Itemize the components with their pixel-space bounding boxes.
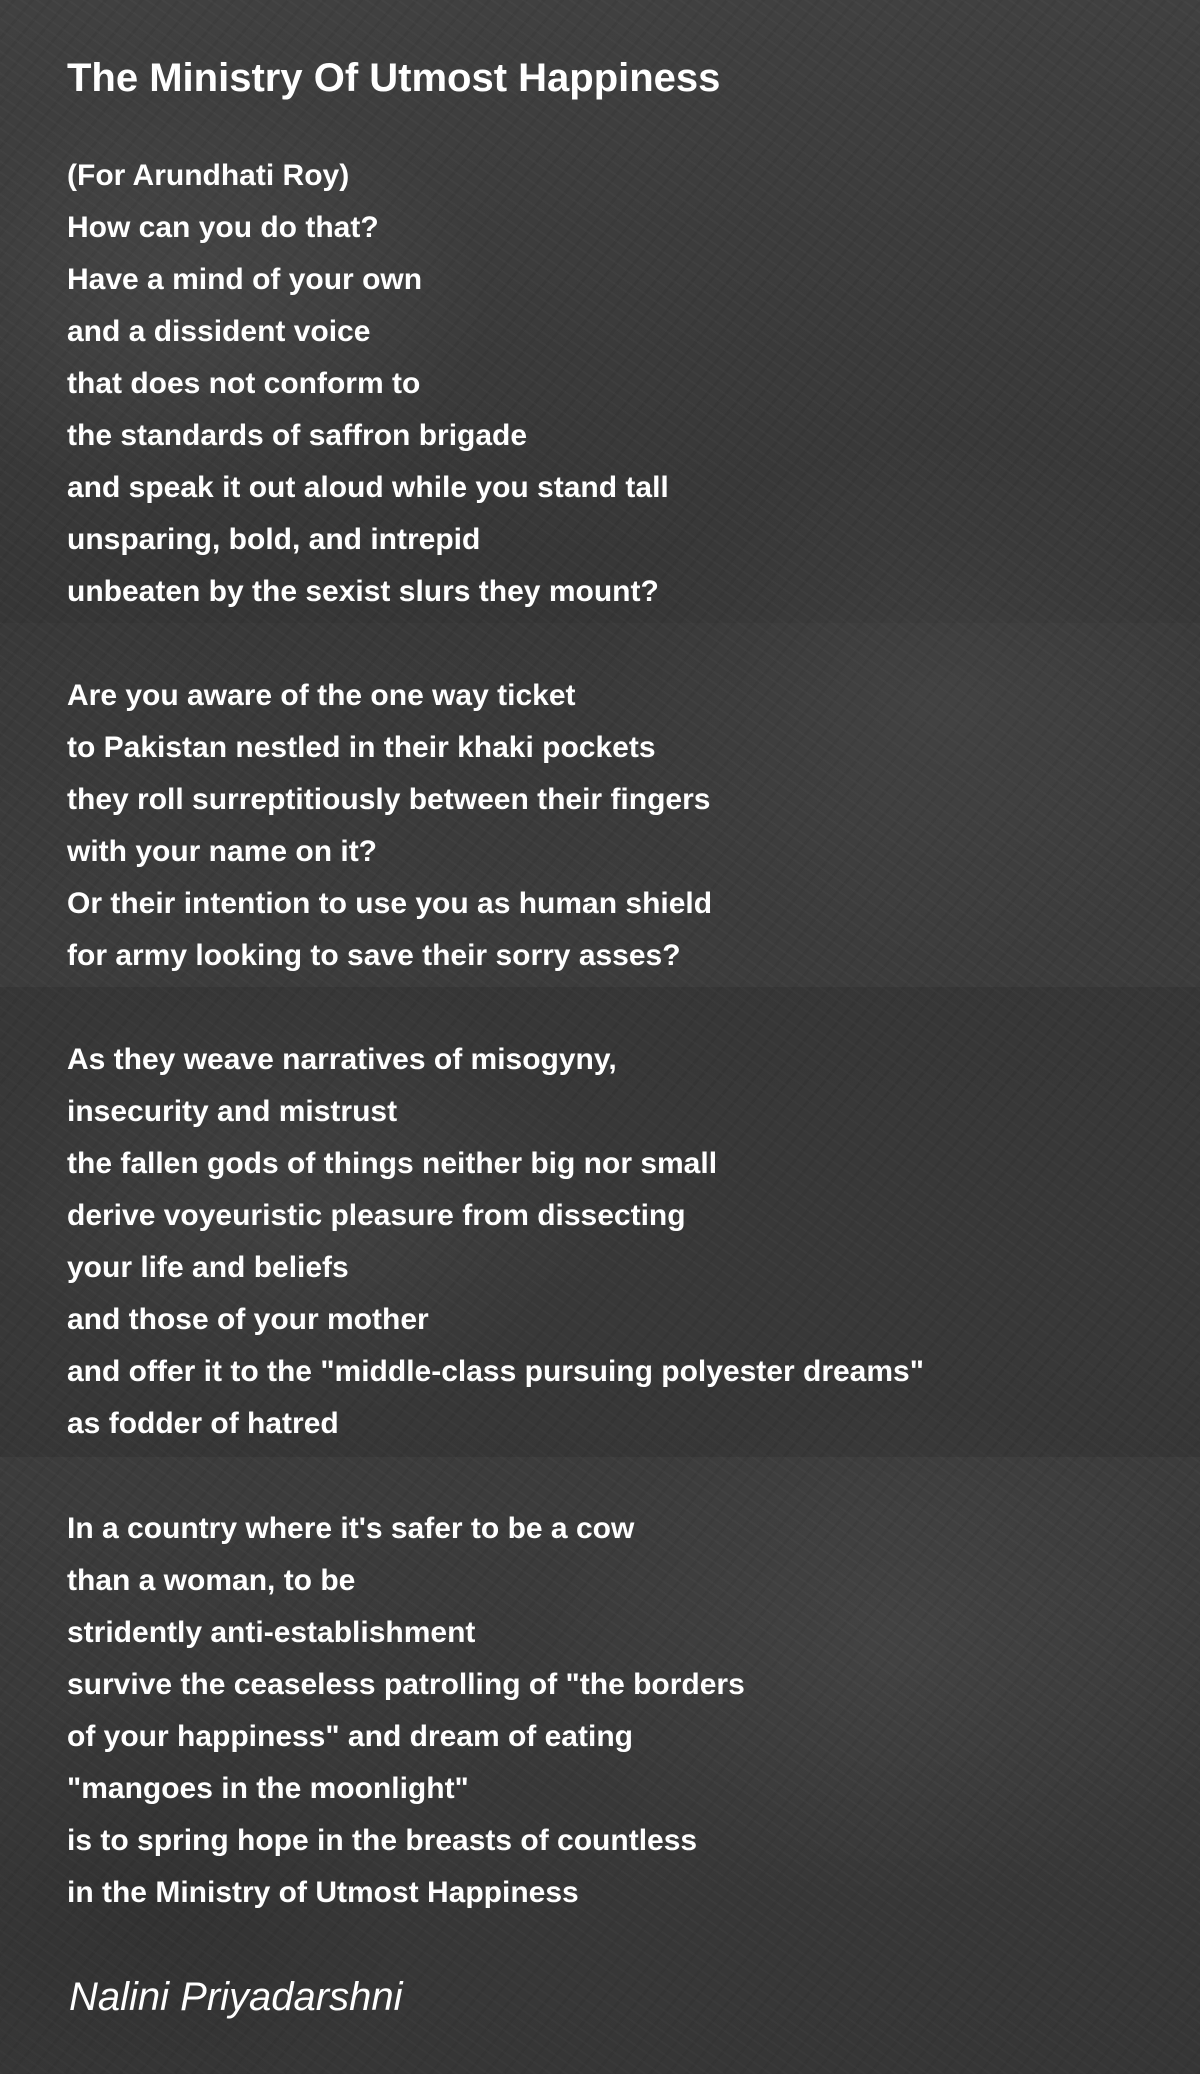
poem-author: Nalini Priyadarshni xyxy=(69,1975,403,2019)
poem-line: (For Arundhati Roy) xyxy=(67,159,350,192)
poem-line: and those of your mother xyxy=(67,1303,429,1336)
poem-line: unbeaten by the sexist slurs they mount? xyxy=(67,575,659,608)
poem-line: to Pakistan nestled in their khaki pockets xyxy=(67,731,656,764)
poem-line: of your happiness" and dream of eating xyxy=(67,1720,633,1753)
poem-line: survive the ceaseless patrolling of "the borders xyxy=(67,1668,745,1701)
poem-line: In a country where it's safer to be a cow xyxy=(67,1512,635,1545)
poem-line: they roll surreptitiously between their fingers xyxy=(67,783,711,816)
stanza-2 xyxy=(67,670,712,982)
poem-line: as fodder of hatred xyxy=(67,1407,339,1440)
poem-line: in the Ministry of Utmost Happiness xyxy=(67,1876,579,1909)
poem-line: stridently anti-establishment xyxy=(67,1616,476,1649)
poem-title: The Ministry Of Utmost Happiness xyxy=(67,56,721,100)
poem-line: your life and beliefs xyxy=(67,1251,349,1284)
stanza-1 xyxy=(67,150,669,618)
poem-line: for army looking to save their sorry asses? xyxy=(67,939,681,972)
stanza-3 xyxy=(67,1034,924,1450)
poem-line: Have a mind of your own xyxy=(67,263,423,296)
poem-line: unsparing, bold, and intrepid xyxy=(67,523,481,556)
poem-line: with your name on it? xyxy=(67,835,378,868)
poem-line: is to spring hope in the breasts of countless xyxy=(67,1824,698,1857)
poem-line: than a woman, to be xyxy=(67,1564,356,1597)
poem-line: and a dissident voice xyxy=(67,315,371,348)
poem-line: As they weave narratives of misogyny, xyxy=(67,1043,617,1076)
poem-line: Are you aware of the one way ticket xyxy=(67,679,576,712)
poem-line: and speak it out aloud while you stand tall xyxy=(67,471,669,504)
poem-line: derive voyeuristic pleasure from dissecting xyxy=(67,1199,686,1232)
poem-line: that does not conform to xyxy=(67,367,421,400)
poem-line: "mangoes in the moonlight" xyxy=(67,1772,469,1805)
poem-line: insecurity and mistrust xyxy=(67,1095,398,1128)
poem-line: the standards of saffron brigade xyxy=(67,419,528,452)
stanza-4 xyxy=(67,1503,745,1919)
poem-line: and offer it to the "middle-class pursuing polyester dreams" xyxy=(67,1355,924,1388)
poem-line: How can you do that? xyxy=(67,211,379,244)
poem-line: Or their intention to use you as human shield xyxy=(67,887,713,920)
poem-line: the fallen gods of things neither big nor small xyxy=(67,1147,718,1180)
